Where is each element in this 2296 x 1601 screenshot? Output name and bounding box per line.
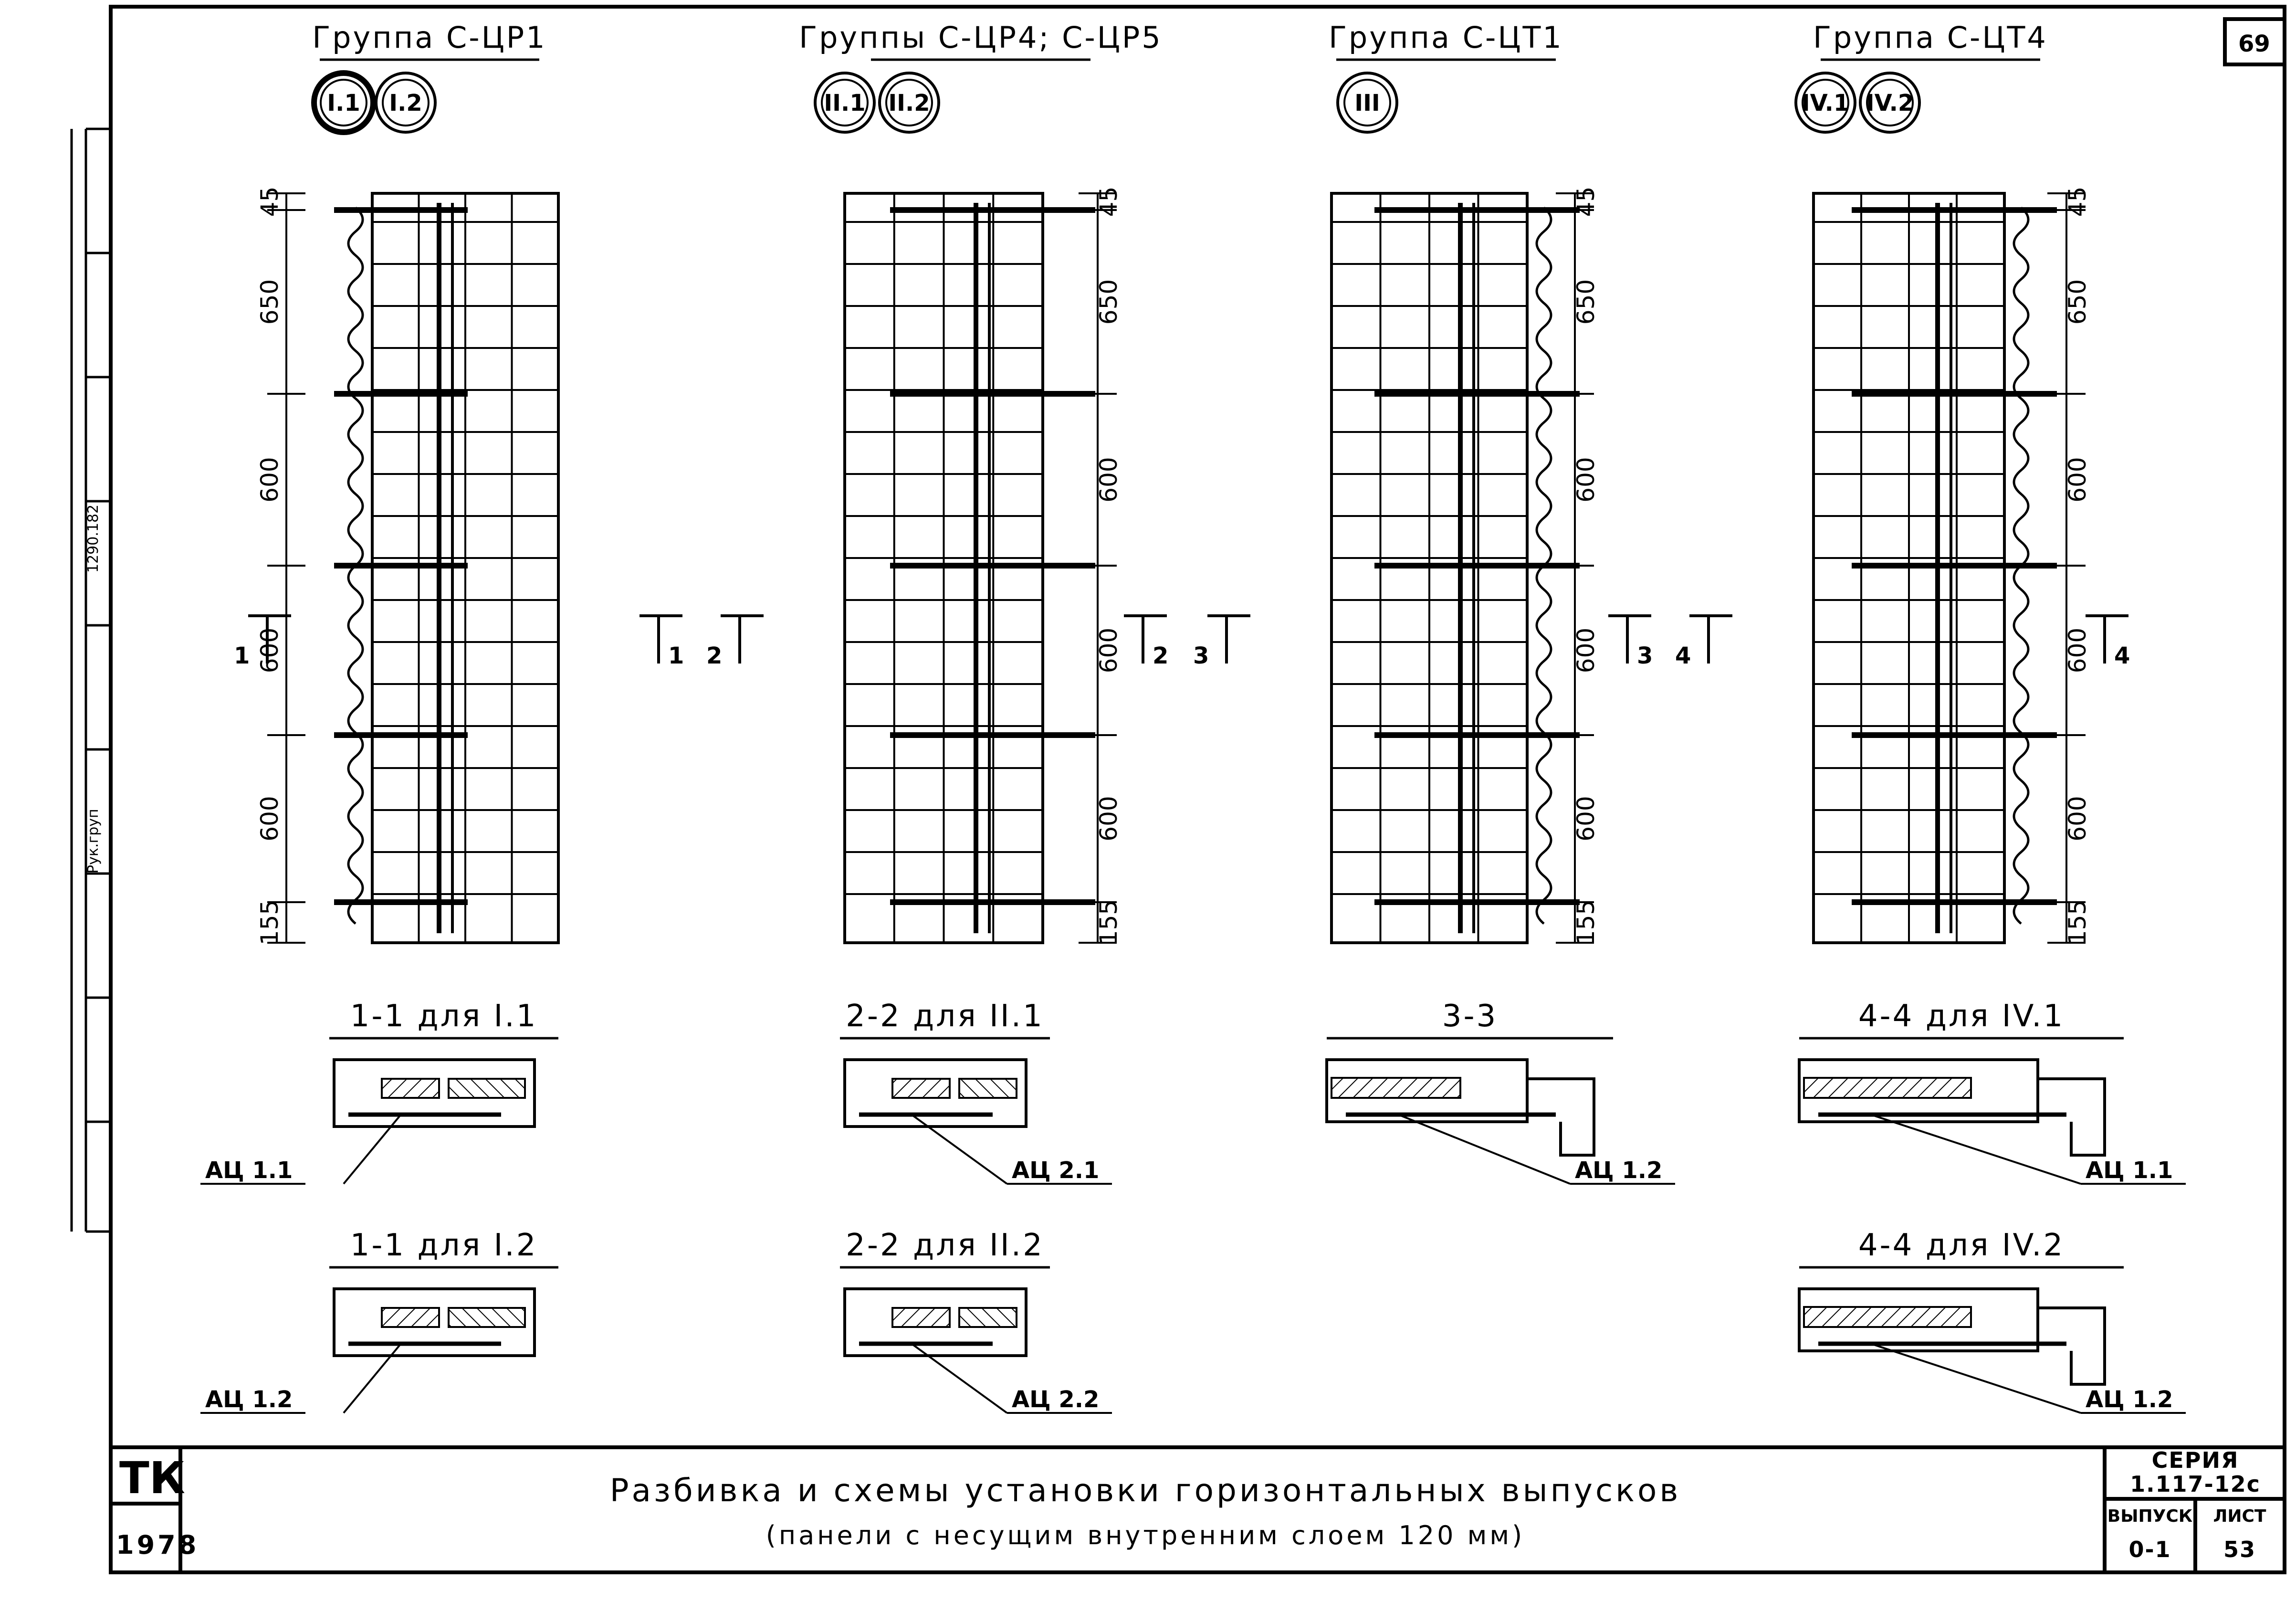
insulation-layer (959, 1308, 1017, 1327)
cut-label-right: 4 (2114, 643, 2130, 669)
sheet-title-line-2: (панели с несущим внутренним слоем 120 мм) (765, 1520, 1525, 1550)
mark-label: III (1354, 90, 1380, 116)
dimension-value: 45 (1095, 186, 1122, 217)
section-title: 3-3 (1442, 999, 1498, 1034)
section-title: 2-2 для II.1 (846, 999, 1044, 1034)
section-rebar-label: АЦ 1.2 (2086, 1386, 2173, 1413)
dimension-value: 600 (1095, 796, 1122, 842)
side-stamp-label: Рук.груп (85, 809, 102, 874)
mark-label: IV.2 (1866, 90, 1914, 116)
dimension-value: 650 (1095, 279, 1122, 325)
leader-line (344, 1115, 401, 1184)
dimension-value: 155 (256, 899, 283, 946)
corner-sheet-number: 69 (2238, 31, 2270, 57)
mark-label: I.1 (327, 90, 360, 116)
insulation-layer (892, 1308, 950, 1327)
dimension-value: 650 (2064, 279, 2091, 325)
sheet-title-line-1: Разбивка и схемы установки горизонтальных выпусков (609, 1472, 1681, 1509)
issue-label: ВЫПУСК (2107, 1506, 2193, 1526)
panel-title: Группа С-ЦТ1 (1329, 20, 1563, 55)
dimension-value: 650 (256, 279, 283, 325)
panel-group-2 (706, 20, 1168, 1413)
leader-line (912, 1344, 1007, 1413)
sheet-label: ЛИСТ (2213, 1506, 2266, 1526)
binding-stamp (72, 129, 111, 1232)
leader-line (912, 1115, 1007, 1184)
panel-group-3 (1193, 20, 1675, 1184)
section-rib (2038, 1079, 2105, 1155)
side-stamp-code: 1290.182 (85, 504, 102, 573)
leader-line (1871, 1115, 2081, 1184)
dimension-value: 155 (2064, 899, 2091, 946)
insulation-layer (382, 1308, 439, 1327)
cut-label-right: 2 (1153, 643, 1169, 669)
section-rebar-label: АЦ 2.1 (1012, 1157, 1100, 1184)
cut-label-left: 3 (1193, 643, 1209, 669)
section-rebar-label: АЦ 1.2 (205, 1386, 293, 1413)
insulation-layer (449, 1079, 525, 1098)
dimension-value: 600 (1572, 457, 1600, 503)
cut-label-left: 2 (706, 643, 723, 669)
panel-title: Группа С-ЦР1 (312, 20, 547, 55)
dimension-value: 600 (1572, 796, 1600, 842)
issue-value: 0-1 (2128, 1537, 2171, 1562)
series-label: СЕРИЯ (2151, 1447, 2239, 1473)
leader-line (1871, 1344, 2081, 1413)
dimension-value: 600 (256, 796, 283, 842)
dimension-value: 600 (2064, 627, 2091, 674)
panel-title: Группа С-ЦТ4 (1813, 20, 2048, 55)
dimension-value: 155 (1572, 899, 1600, 946)
leader-line (344, 1344, 401, 1413)
org-code: ТК (119, 1453, 185, 1504)
series-value: 1.117-12с (2130, 1471, 2261, 1497)
sheet-value: 53 (2223, 1537, 2256, 1562)
section-rib (1527, 1079, 1594, 1155)
dimension-value: 600 (256, 627, 283, 674)
mark-label: II.1 (824, 90, 866, 116)
insulation-layer (959, 1079, 1017, 1098)
panel-title: Группы С-ЦР4; С-ЦР5 (799, 20, 1163, 55)
cut-label-left: 1 (234, 643, 250, 669)
dimension-value: 45 (256, 186, 283, 217)
section-rebar-label: АЦ 1.1 (2086, 1157, 2173, 1184)
insulation-layer (1804, 1307, 1971, 1327)
dimension-value: 600 (2064, 457, 2091, 503)
cut-label-right: 3 (1637, 643, 1653, 669)
dimension-value: 650 (1572, 279, 1600, 325)
dimension-value: 600 (1095, 457, 1122, 503)
dimension-value: 600 (256, 457, 283, 503)
dimension-value: 45 (2064, 186, 2091, 217)
section-title: 4-4 для IV.1 (1858, 999, 2065, 1034)
dimension-value: 600 (1572, 627, 1600, 674)
insulation-layer (1331, 1078, 1460, 1098)
section-title: 2-2 для II.2 (846, 1228, 1044, 1263)
insulation-layer (449, 1308, 525, 1327)
section-rebar-label: АЦ 2.2 (1012, 1386, 1100, 1413)
leader-line (1398, 1115, 1570, 1184)
cut-label-right: 1 (668, 643, 684, 669)
panel-group-4 (1675, 20, 2186, 1413)
insulation-layer (892, 1079, 950, 1098)
year: 1978 (116, 1530, 199, 1560)
section-rib (2038, 1308, 2105, 1384)
panels-layer (200, 20, 2186, 1413)
dimension-value: 45 (1572, 186, 1600, 217)
section-title: 1-1 для I.2 (350, 1228, 538, 1263)
insulation-layer (382, 1079, 439, 1098)
insulation-layer (1804, 1078, 1971, 1098)
cut-label-left: 4 (1675, 643, 1691, 669)
section-title: 4-4 для IV.2 (1858, 1228, 2065, 1263)
mark-label: IV.1 (1801, 90, 1850, 116)
section-rebar-label: АЦ 1.1 (205, 1157, 293, 1184)
dimension-value: 600 (1095, 627, 1122, 674)
dimension-value: 155 (1095, 899, 1122, 946)
dimension-value: 600 (2064, 796, 2091, 842)
section-rebar-label: АЦ 1.2 (1575, 1157, 1663, 1184)
mark-label: II.2 (888, 90, 930, 116)
mark-label: I.2 (389, 90, 422, 116)
section-title: 1-1 для I.1 (350, 999, 538, 1034)
panel-group-1 (200, 20, 684, 1413)
